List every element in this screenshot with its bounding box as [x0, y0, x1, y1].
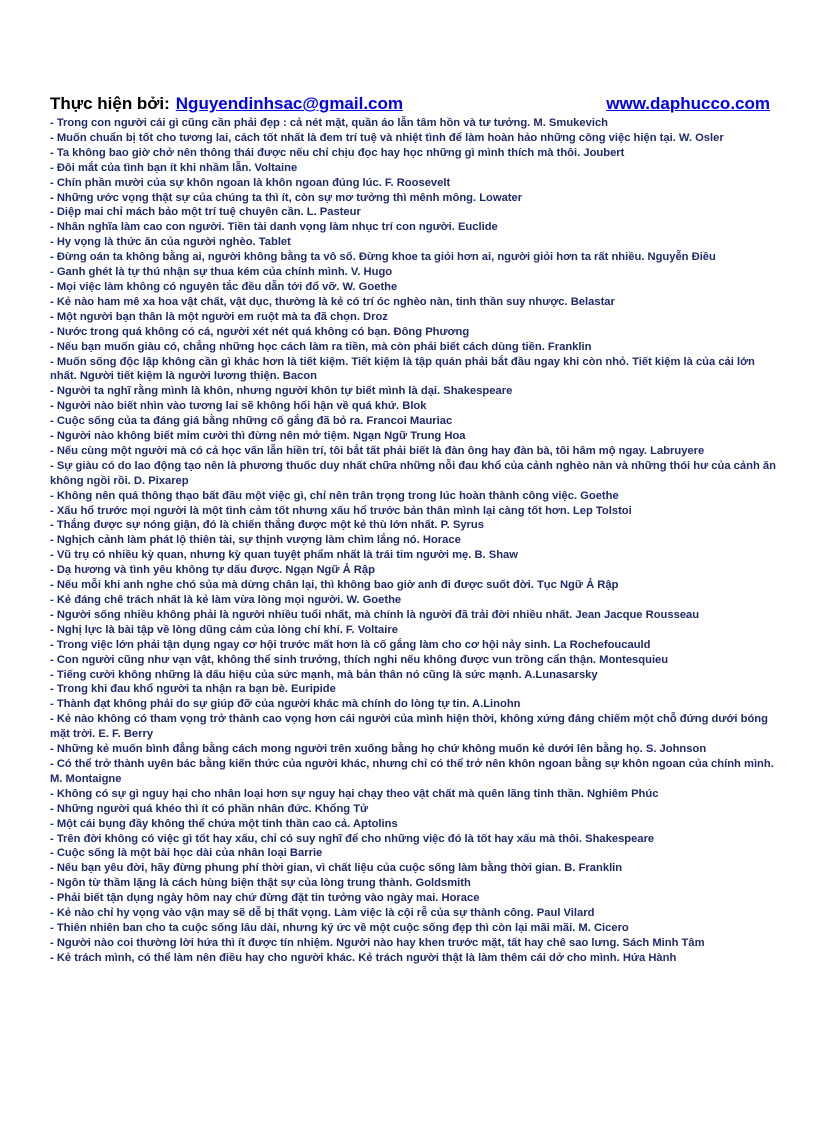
quote-item: - Người nào biết nhìn vào tương lai sẽ không hối hận về quá khứ. Blok: [50, 400, 427, 413]
quote-item: - Nếu bạn muốn giàu có, chẳng những học cách làm ra tiền, mà còn phải biết cách dùng tiền. Franklin: [50, 340, 592, 353]
quote-item: - Ta không bao giờ chở nên thông thái được nếu chỉ chịu đọc hay học những gì mình thích mà thôi. Joubert: [50, 146, 625, 159]
quote-item: - Nếu bạn yêu đời, hãy đừng phung phí thời gian, vì chất liệu của cuộc sống làm bằng thời gian. B. Franklin: [50, 862, 623, 875]
quote-item: - Vũ trụ có nhiều kỳ quan, nhưng kỳ quan tuyệt phẩm nhất là trái tim người mẹ. B. Shaw: [50, 549, 518, 562]
quote-item: - Ngôn từ thầm lặng là cách hùng biện thật sự của lòng trung thành. Goldsmith: [50, 877, 471, 890]
quote-item: - Người sống nhiều không phải là người nhiều tuổi nhất, mà chính là người đã trải đời nhiều nhất. Jean Jacque Rousseau: [50, 608, 700, 621]
quote-item: - Thành đạt không phải do sự giúp đỡ của người khác mà chính do lòng tự tin. A.Linohn: [50, 698, 521, 711]
quote-item: - Kẻ đáng chê trách nhất là kẻ làm vừa lòng mọi người. W. Goethe: [50, 594, 402, 606]
quote-item: - Con người cũng như vạn vật, không thể sinh trưởng, thích nghi nếu không được vun trồng cẩn thận. Montesquieu: [50, 653, 669, 666]
quote-item: - Một cái bụng đầy không thể chứa một tinh thần cao cả. Aptolins: [50, 817, 398, 830]
quote-item: - Người ta nghĩ rằng mình là khôn, nhưng người khôn tự biết mình là dại. Shakespeare: [50, 385, 513, 398]
quote-item: - Muốn sống độc lập không cần gì khác hơn là tiết kiệm. Tiết kiệm là tập quán phải bắt đầu ngay khi còn nhỏ. Tiết kiệm là của cải lớn nhất. Người tiết kiệm là người lương thiện. Bacon: [50, 355, 755, 383]
quote-item: - Dạ hương và tình yêu không tự dấu được. Ngạn Ngữ Ả Rập: [50, 564, 375, 577]
quote-item: - Nghịch cảnh làm phát lộ thiên tài, sự thịnh vượng làm chìm lắng nó. Horace: [50, 534, 461, 547]
quote-item: - Có thể trở thành uyên bác bằng kiến thức của người khác, nhưng chỉ có thể trở nên khôn ngoan bằng sự khôn ngoan của chính mình. M. Montaigne: [50, 757, 774, 785]
quote-item: - Nghị lực là bài tập về lòng dũng cảm của lòng chí khí. F. Voltaire: [50, 623, 398, 636]
quote-item: - Trong việc lớn phải tận dụng ngay cơ hội trước mất hơn là cố gắng làm cho cơ hội nảy sinh. La Rochefoucauld: [50, 638, 651, 651]
quote-item: - Nếu mỗi khi anh nghe chó sủa mà dừng chân lại, thì không bao giờ anh đi được suốt đời. Tục Ngữ Ả Rập: [50, 579, 619, 592]
quote-item: - Trong khi đau khổ người ta nhận ra bạn bè. Euripide: [50, 683, 336, 696]
quote-item: - Nhân nghĩa làm cao con người. Tiền tài danh vọng làm nhục trí con người. Euclide: [50, 221, 498, 234]
quote-item: - Kẻ trách mình, có thể làm nên điều hay cho người khác. Kẻ trách người thật là làm thêm cái dở cho mình. Hứa Hành: [50, 951, 677, 964]
quote-item: - Người nào coi thường lời hứa thì ít được tín nhiệm. Người nào hay khen trước mặt, tất hay chê sao lưng. Sách Minh Tâm: [50, 936, 705, 949]
quote-item: - Muốn chuẩn bị tốt cho tương lai, cách tốt nhất là đem trí tuệ và nhiệt tình để làm hoàn hảo những công việc hiện tại. W. Osler: [50, 131, 724, 144]
quote-item: - Chín phần mười của sự khôn ngoan là khôn ngoan đúng lúc. F. Roosevelt: [50, 176, 451, 189]
quote-list: [50, 116, 780, 966]
quote-item: - Người nào không biết mỉm cười thì đừng nên mở tiệm. Ngạn Ngữ Trung Hoa: [50, 430, 466, 443]
quote-item: - Không có sự gì nguy hại cho nhân loại hơn sự nguy hại chạy theo vật chất mà quên lãng tinh thần. Nghiêm Phúc: [50, 787, 659, 800]
quote-item: - Kẻ nào không có tham vọng trở thành cao vọng hơn cái người của mình hiện thời, không xứng đáng chiếm một chỗ đứng dưới bóng mặt trời. E. F. Berry: [50, 713, 768, 741]
quote-item: - Những kẻ muốn bình đẳng bằng cách mong người trên xuống bằng họ chứ không muốn kẻ dưới lên bằng họ. S. Johnson: [50, 743, 707, 756]
quote-item: - Hy vọng là thức ăn của người nghèo. Tablet: [50, 236, 291, 249]
quote-item: - Trên đời không có việc gì tốt hay xấu, chỉ có suy nghĩ để cho những việc đó là tốt hay xấu mà thôi. Shakespeare: [50, 832, 655, 845]
credits-header: [50, 94, 780, 116]
quote-item: - Cuộc sống của ta đáng giá bằng những cố gắng đã bỏ ra. Francoi Mauriac: [50, 415, 453, 428]
quote-item: - Diệp mai chỉ mách bảo một trí tuệ chuyên cần. L. Pasteur: [50, 206, 361, 219]
quote-item: - Những người quá khéo thì ít có phần nhân đức. Khổng Tử: [50, 802, 369, 815]
website-link[interactable]: www.daphucco.com: [606, 94, 770, 113]
quote-item: - Cuộc sống là một bài học dài của nhân loại Barrie: [50, 847, 323, 860]
quote-item: - Đừng oán ta không bằng ai, người không bằng ta vô số. Đừng khoe ta giỏi hơn ai, người giỏi hơn ta rất nhiều. Nguyễn Điều: [50, 251, 716, 264]
quote-item: - Đôi mắt của tình bạn ít khi nhầm lẫn. Voltaine: [50, 161, 298, 174]
quote-item: - Phải biết tận dụng ngày hôm nay chứ đừng đặt tin tưởng vào ngày mai. Horace: [50, 892, 480, 905]
quote-item: - Những ước vọng thật sự của chúng ta thì ít, còn sự mơ tưởng thì mênh mông. Lowater: [50, 191, 523, 204]
quote-item: - Một người bạn thân là một người em ruột mà ta đã chọn. Droz: [50, 310, 388, 323]
document-page: [50, 94, 780, 966]
quote-item: - Xấu hổ trước mọi người là một tình cảm tốt nhưng xấu hổ trước bản thân mình lại càng tốt hơn. Lep Tolstoi: [50, 504, 632, 517]
quote-item: - Trong con người cái gì cũng cần phải đẹp : cả nét mặt, quần áo lẫn tâm hồn và tư tưởng. M. Smukevich: [50, 117, 609, 129]
quote-item: - Nước trong quá không có cá, người xét nét quá không có bạn. Đông Phương: [50, 325, 470, 338]
quote-item: - Không nên quá thông thạo bất đầu một việc gì, chỉ nên trân trọng trong lúc hoàn thành công việc. Goethe: [50, 489, 619, 502]
quote-item: - Sự giàu có do lao động tạo nên là phương thuốc duy nhất chữa những nỗi đau khổ của cảnh nghèo nàn và những thói hư của cảnh ăn không ngồi rồi. D. Pixarep: [50, 459, 776, 487]
quote-item: - Kẻ nào ham mê xa hoa vật chất, vật dục, thường là kẻ có trí óc nghèo nàn, tinh thần suy nhược. Belastar: [50, 295, 615, 308]
quote-item: - Ganh ghét là tự thú nhận sự thua kém của chính mình. V. Hugo: [50, 266, 393, 279]
quote-item: - Kẻ nào chỉ hy vọng vào vận may sẽ dễ bị thất vọng. Làm việc là cội rễ của sự thành công. Paul Vilard: [50, 907, 595, 920]
quote-item: - Thiên nhiên ban cho ta cuộc sống lâu dài, nhưng ký ức về một cuộc sống đẹp thì còn lại mãi mãi. M. Cicero: [50, 921, 629, 934]
quote-item: - Mọi việc làm không có nguyên tắc đều dẫn tới đổ vỡ. W. Goethe: [50, 280, 398, 293]
quote-item: - Thắng được sự nóng giận, đó là chiến thắng được một kẻ thù lớn nhất. P. Syrus: [50, 519, 484, 532]
credits-label: Thực hiện bởi:: [50, 94, 170, 113]
quote-item: - Nếu cùng một người mà có cả học vấn lẫn hiền trí, tôi bắt tất phải biết là đàn ông hay đàn bà, tôi hâm mộ ngay. Labruyere: [50, 444, 705, 457]
quote-item: - Tiếng cười không những là dấu hiệu của sức mạnh, mà bản thân nó cũng là sức mạnh. A.Lunasarsky: [50, 668, 598, 681]
email-link[interactable]: Nguyendinhsac@gmail.com: [175, 94, 404, 113]
